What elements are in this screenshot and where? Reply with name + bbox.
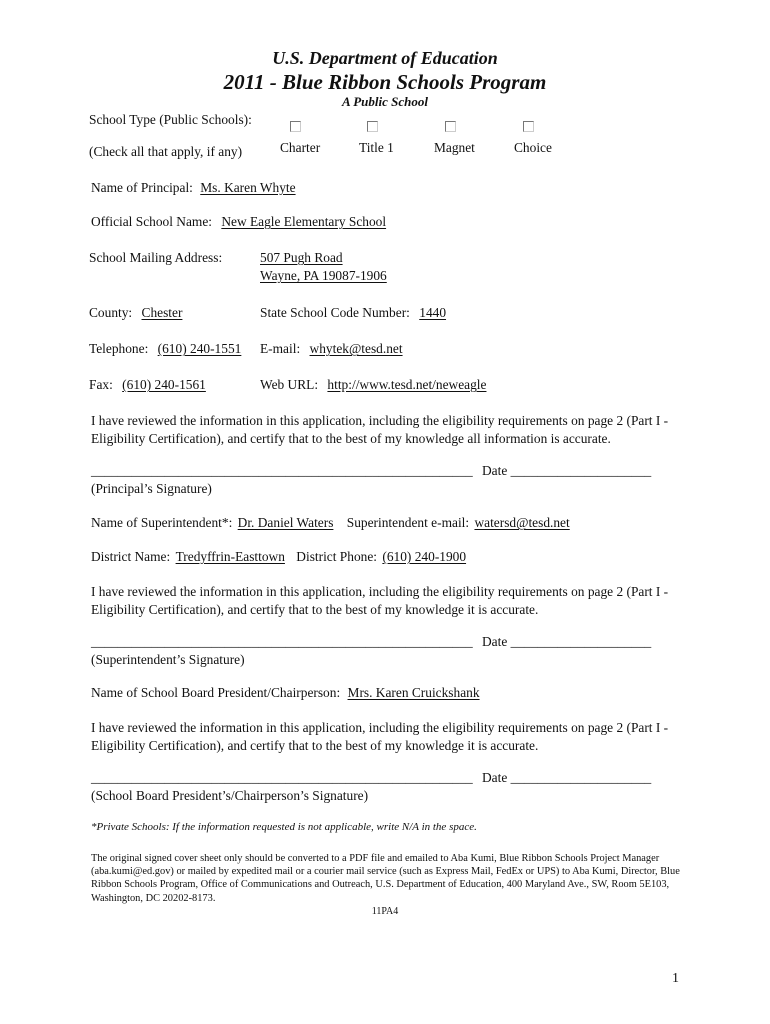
private-schools-note: *Private Schools: If the information requested is not applicable, write N/A in the space.: [91, 821, 477, 833]
school-type-label: School Type (Public Schools):: [89, 112, 252, 127]
magnet-checkbox[interactable]: [445, 121, 456, 132]
district-name-value: Tredyffrin-Easttown: [175, 549, 285, 564]
superintendent-date-label: Date: [482, 634, 508, 649]
board-signature-row: [91, 770, 651, 786]
department-title: U.S. Department of Education: [272, 48, 498, 68]
board-certification-text: I have reviewed the information in this application, including the eligibility requirements on page 2 (Part I - Eligibility Certification), and certify that to the best of my knowledge it is accurate.: [91, 720, 669, 753]
principal-field: [91, 180, 296, 196]
email-field: [260, 341, 403, 357]
principal-signature-caption: (Principal’s Signature): [91, 481, 212, 496]
state-code-label: State School Code Number:: [260, 305, 410, 320]
address-label: School Mailing Address:: [89, 250, 223, 265]
school-type-hint: (Check all that apply, if any): [89, 144, 243, 159]
district-name-label: District Name:: [91, 549, 171, 564]
principal-signature-row: [91, 463, 651, 479]
board-signature-line: _________________________________________________________: [91, 770, 473, 785]
superintendent-certification-text: I have reviewed the information in this application, including the eligibility requirements on page 2 (Part I - Eligibility Certification), and certify that to the best of my knowledge it is accurate.: [91, 584, 669, 617]
school-category: A Public School: [342, 94, 428, 109]
fax-field: [89, 377, 206, 393]
superintendent-field: [91, 515, 570, 531]
telephone-value: (610) 240-1551: [157, 341, 242, 356]
telephone-field: [89, 341, 241, 357]
web-url-field: [260, 377, 486, 393]
principal-signature-line: _________________________________________________________: [91, 463, 473, 478]
board-signature-caption: (School Board President’s/Chairperson’s Signature): [91, 788, 369, 803]
page-number: 1: [672, 971, 679, 986]
superintendent-value: Dr. Daniel Waters: [237, 515, 334, 530]
state-code-field: [260, 305, 446, 321]
address-line2: Wayne, PA 19087-1906: [260, 268, 387, 283]
submission-instructions: The original signed cover sheet only should be converted to a PDF file and emailed to Aba Kumi, Blue Ribbon Schools Project Manager (aba.kumi@ed.gov) or mailed by expedited mail or a courier mail service (such as Express Mail, FedEx or UPS) to Aba Kumi, Director, Blue Ribbon Schools Program, Office of Communications and Outreach, U.S. Department of Education, 400 Maryland Ave., SW, Room 5E103, Washington, DC 20202-8173.: [91, 853, 680, 904]
title1-label: Title 1: [359, 140, 394, 155]
email-label: E-mail:: [260, 341, 301, 356]
district-phone-value: (610) 240-1900: [382, 549, 467, 564]
superintendent-signature-line: _________________________________________________________: [91, 634, 473, 649]
district-phone-label: District Phone:: [296, 549, 378, 564]
superintendent-signature-row: [91, 634, 651, 650]
principal-label: Name of Principal:: [91, 180, 193, 195]
charter-checkbox[interactable]: [290, 121, 301, 132]
title1-checkbox[interactable]: [367, 121, 378, 132]
email-value: whytek@tesd.net: [309, 341, 403, 356]
fax-value: (610) 240-1561: [122, 377, 206, 392]
superintendent-label: Name of Superintendent*:: [91, 515, 233, 530]
county-label: County:: [89, 305, 133, 320]
web-url-link[interactable]: http://www.tesd.net/neweagle: [327, 377, 487, 392]
superintendent-signature-caption: (Superintendent’s Signature): [91, 652, 245, 667]
board-president-field: [91, 685, 480, 701]
board-date-line: _____________________: [510, 770, 652, 785]
school-name-label: Official School Name:: [91, 214, 212, 229]
district-field: [91, 549, 466, 565]
principal-value: Ms. Karen Whyte: [200, 180, 296, 195]
board-president-value: Mrs. Karen Cruickshank: [347, 685, 480, 700]
state-code-value: 1440: [419, 305, 447, 320]
choice-label: Choice: [514, 140, 552, 155]
county-field: [89, 305, 182, 321]
school-name-value: New Eagle Elementary School: [221, 214, 387, 229]
principal-certification-text: I have reviewed the information in this application, including the eligibility requirements on page 2 (Part I - Eligibility Certification), and certify that to the best of my knowledge all information is accurate.: [91, 413, 669, 446]
fax-label: Fax:: [89, 377, 113, 392]
superintendent-email-label: Superintendent e-mail:: [346, 515, 470, 530]
school-name-field: [91, 214, 386, 230]
principal-date-line: _____________________: [510, 463, 652, 478]
charter-label: Charter: [280, 140, 321, 155]
board-date-label: Date: [482, 770, 508, 785]
telephone-label: Telephone:: [89, 341, 149, 356]
superintendent-email-value: watersd@tesd.net: [474, 515, 570, 530]
superintendent-date-line: _____________________: [510, 634, 652, 649]
address-line1: 507 Pugh Road: [260, 250, 343, 265]
choice-checkbox[interactable]: [523, 121, 534, 132]
form-code: 11PA4: [371, 906, 399, 917]
magnet-label: Magnet: [434, 140, 475, 155]
county-value: Chester: [141, 305, 183, 320]
web-url-label: Web URL:: [260, 377, 319, 392]
board-president-label: Name of School Board President/Chairperson:: [91, 685, 341, 700]
principal-date-label: Date: [482, 463, 508, 478]
program-title: 2011 - Blue Ribbon Schools Program: [223, 70, 547, 94]
